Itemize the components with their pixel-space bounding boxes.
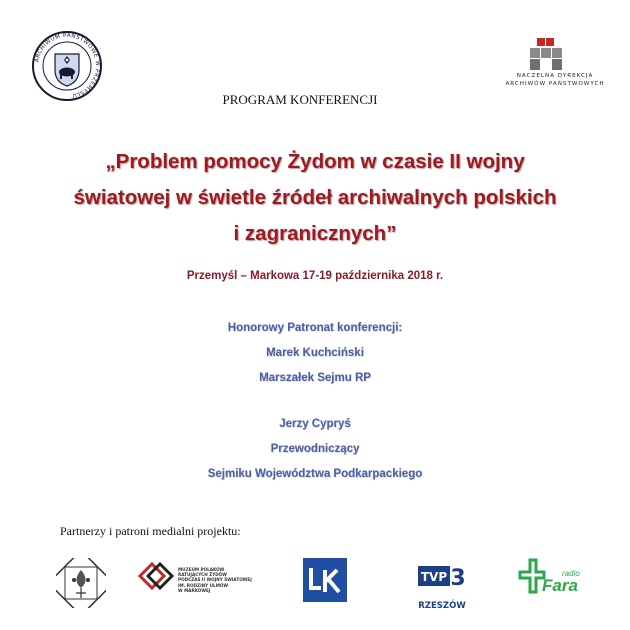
- title-line-1: „Problem pomocy Żydom w czasie II wojny: [105, 150, 525, 173]
- patron-1-name: Marek Kuchciński: [266, 347, 364, 359]
- fara-word: Fara: [542, 576, 578, 595]
- program-heading: PROGRAM KONFERENCJI: [222, 92, 378, 107]
- museum-line-4: IM. RODZINY ULMÓW: [178, 582, 229, 588]
- ndap-caption: [490, 72, 620, 88]
- radio-word: radio: [562, 569, 580, 578]
- patron-2-role-1: Przewodniczący: [270, 443, 360, 455]
- title-line-2: światowej w świetle źródeł archiwalnych polskich: [73, 186, 557, 209]
- ndap-line-2: ARCHIWÓW PAŃSTWOWYCH: [505, 81, 605, 87]
- museum-line-2: RATUJĄCYCH ŻYDÓW: [178, 572, 227, 578]
- patronage-heading: Honorowy Patronat konferencji:: [227, 322, 403, 334]
- venue-and-dates: Przemyśl – Markowa 17-19 października 2018 r.: [186, 270, 444, 282]
- conference-title: [20, 144, 610, 252]
- tvp-label: TVP: [420, 570, 448, 584]
- partner-emblem-logo: [56, 558, 106, 613]
- blue-partner-logo: [303, 558, 347, 607]
- museum-line-1: MUZEUM POLAKÓW: [178, 567, 225, 572]
- title-line-3: i zagranicznych”: [233, 222, 397, 245]
- museum-ulma-logo: [136, 560, 176, 595]
- patron-2-role-2: Sejmiku Województwa Podkarpackiego: [207, 468, 423, 480]
- patron-1-role: Marszałek Sejmu RP: [259, 372, 371, 384]
- ndap-logo: [480, 36, 620, 98]
- museum-line-5: W MARKOWEJ: [178, 587, 211, 593]
- partners-label: Partnerzy i patroni medialni projektu:: [60, 524, 241, 538]
- tvp3-logo: [418, 566, 466, 603]
- museum-caption: [178, 567, 258, 593]
- tvp-number: 3: [450, 566, 466, 591]
- seal-text: ARCHIWUM PAŃSTWOWE W PRZEMYŚLU: [34, 32, 101, 99]
- ndap-line-1: NACZELNA DYREKCJA: [516, 73, 594, 79]
- patron-2-name: Jerzy Cypryś: [279, 418, 351, 430]
- museum-line-3: PODCZAS II WOJNY ŚWIATOWEJ: [178, 577, 252, 583]
- tvp-region: RZESZÓW: [418, 601, 466, 611]
